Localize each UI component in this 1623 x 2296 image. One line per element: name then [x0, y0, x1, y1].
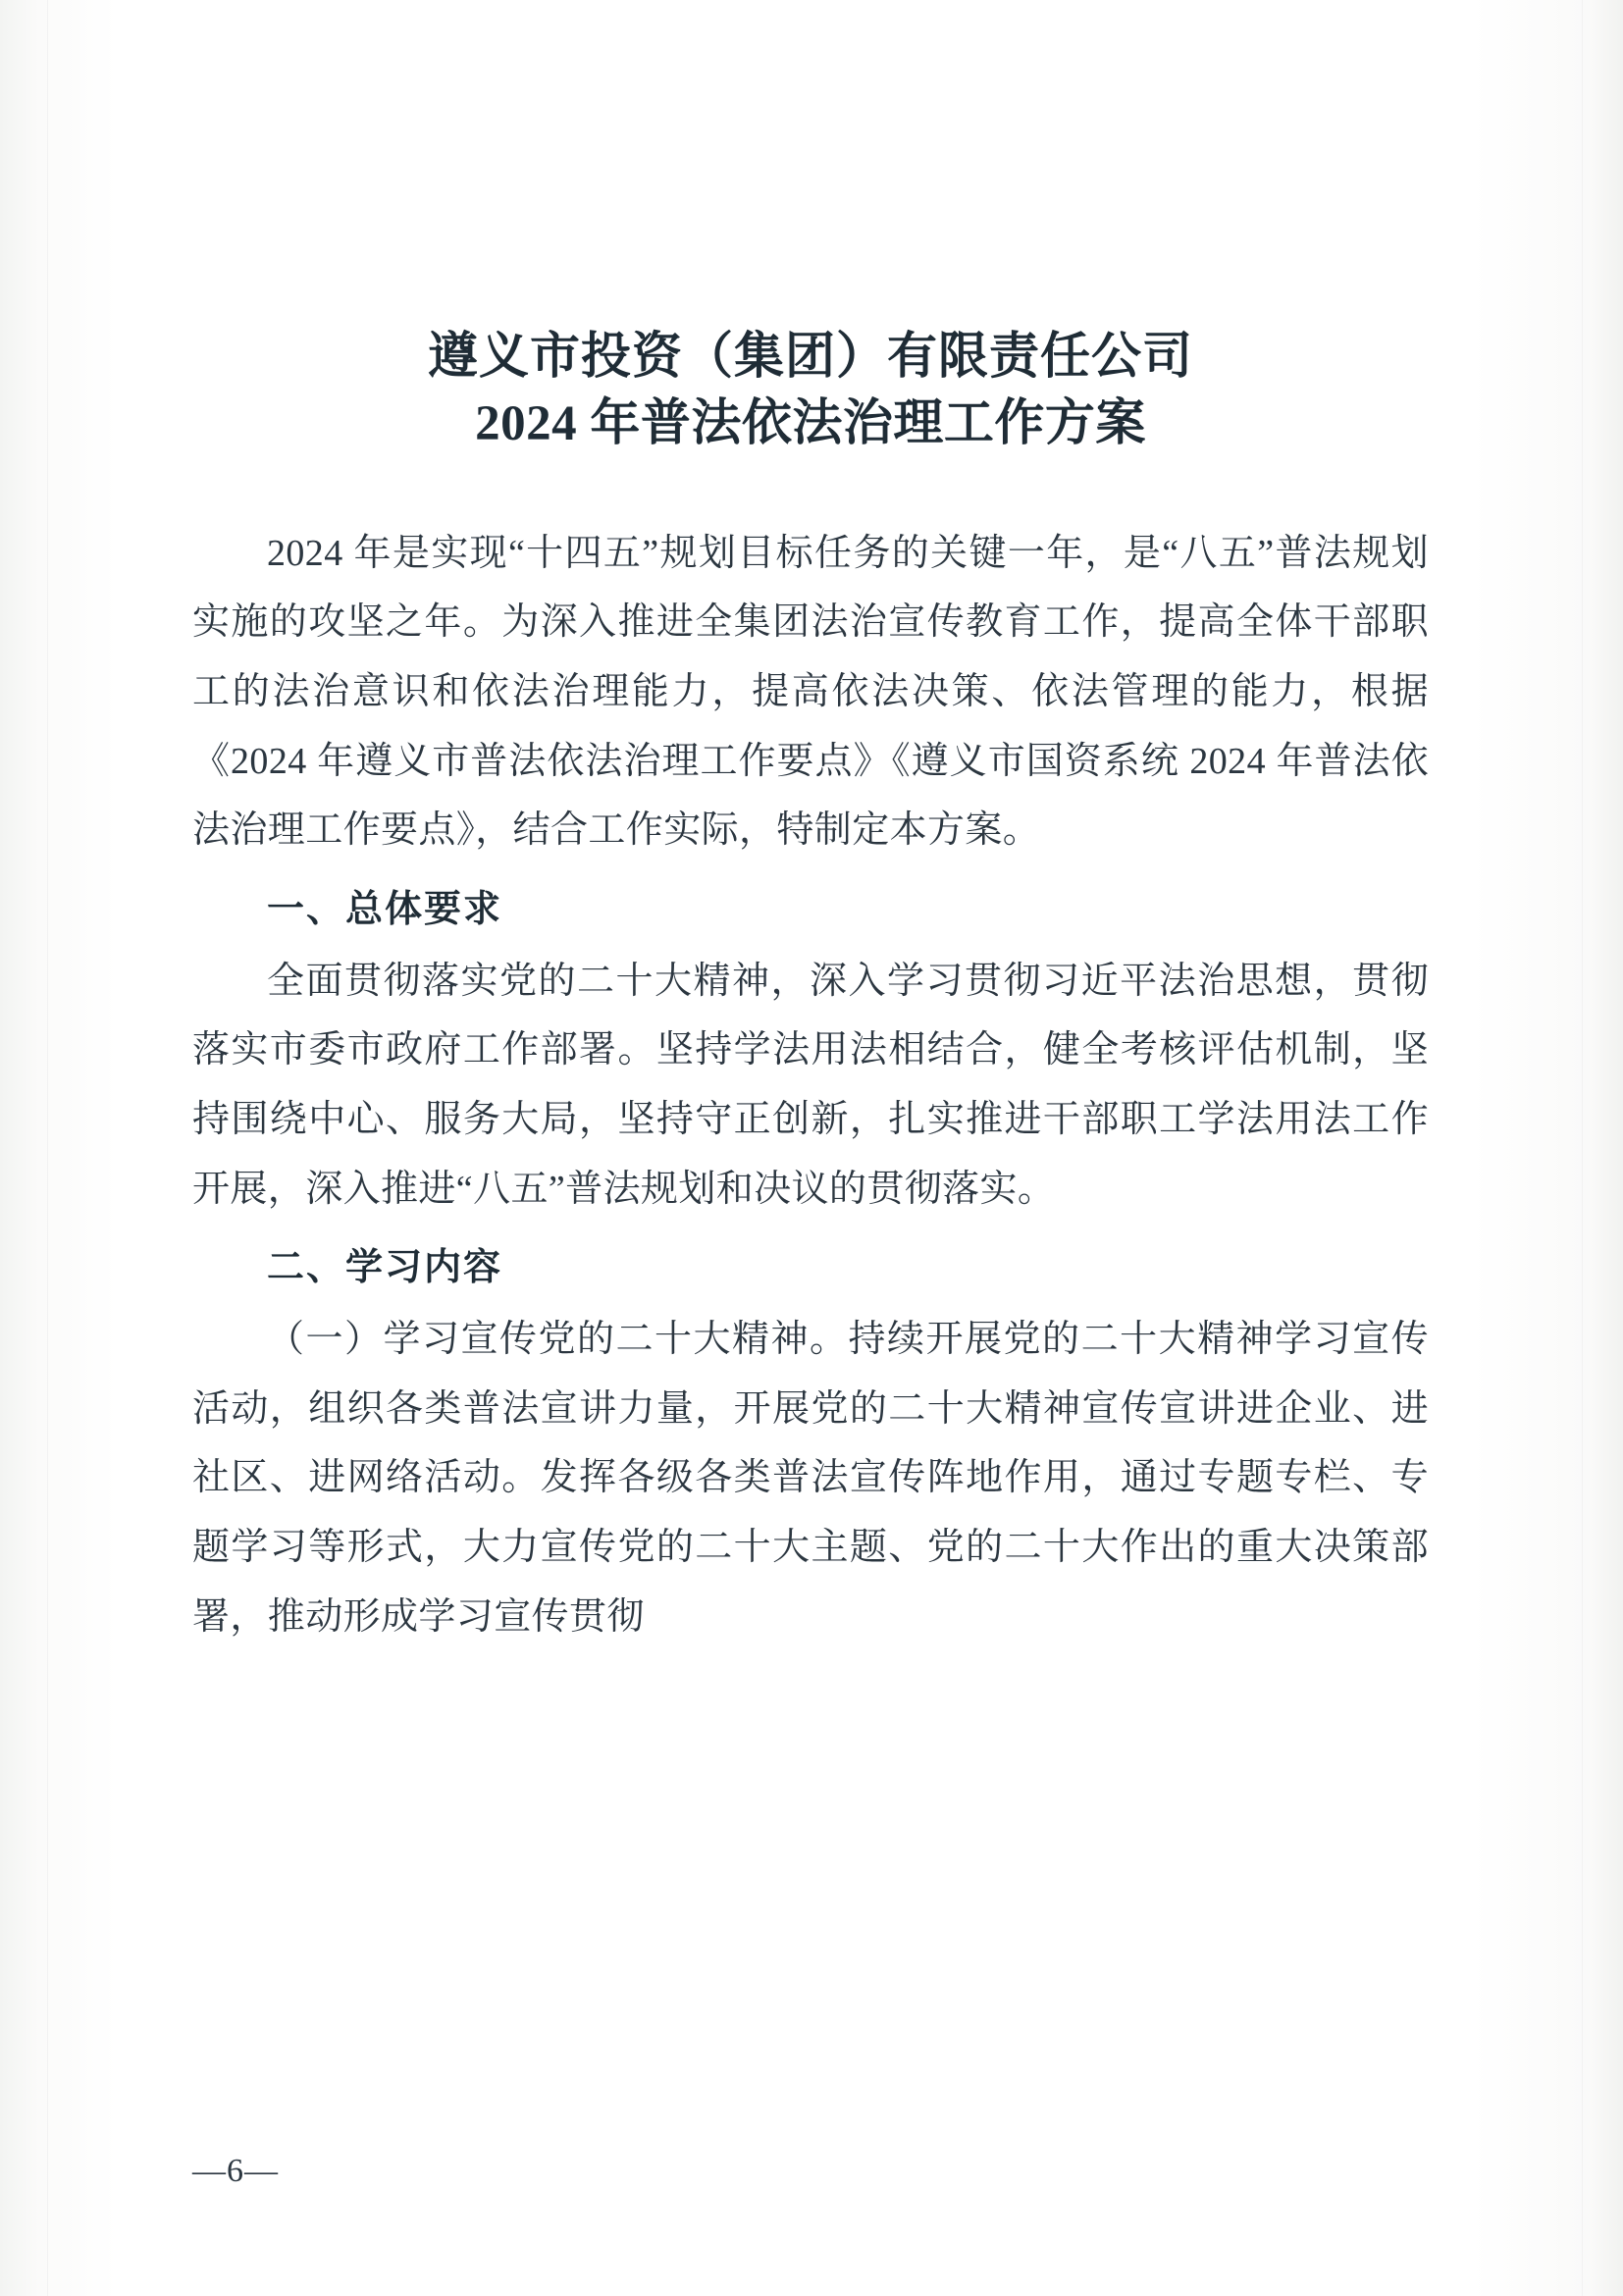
section-heading-2: 二、学习内容: [267, 1247, 503, 1289]
page-title-line-2: 2024 年普法依法治理工作方案: [475, 396, 1146, 452]
section-heading-1: 一、总体要求: [267, 889, 503, 931]
section-2-item-1-paragraph: （一）学习宣传党的二十大精神。持续开展党的二十大精神学习宣传活动，组织各类普法宣讲力量，开展党的二十大精神宣传宣讲进企业、进社区、进网络活动。发挥各级各类普法宣传阵地作用，通过专题专栏、专题学习等形式，大力宣传党的二十大主题、党的二十大作出的重大决策部署，推动形成学习宣传贯彻: [192, 1319, 1429, 1638]
page-title-line-1: 遵义市投资（集团）有限责任公司: [427, 330, 1193, 385]
page-title: [192, 324, 1429, 458]
scan-seam-left: [47, 0, 48, 2296]
document-body: [192, 324, 1429, 1655]
section-1-paragraph: 全面贯彻落实党的二十大精神，深入学习贯彻习近平法治思想，贯彻落实市委市政府工作部署。坚持学法用法相结合，健全考核评估机制，坚持围绕中心、服务大局，坚持守正创新，扎实推进干部职工学法用法工作开展，深入推进“八五”普法规划和决议的贯彻落实。: [192, 960, 1429, 1210]
scan-seam-right: [1582, 0, 1583, 2296]
page-number: —6—: [192, 2153, 279, 2189]
intro-paragraph: 2024 年是实现“十四五”规划目标任务的关键一年，是“八五”普法规划实施的攻坚之年。为深入推进全集团法治宣传教育工作，提高全体干部职工的法治意识和依法治理能力，提高依法决策、依法管理的能力，根据《2024 年遵义市普法依法治理工作要点》《遵义市国资系统 2024 年普法依法治理工作要点》，结合工作实际，特制定本方案。: [192, 532, 1429, 852]
